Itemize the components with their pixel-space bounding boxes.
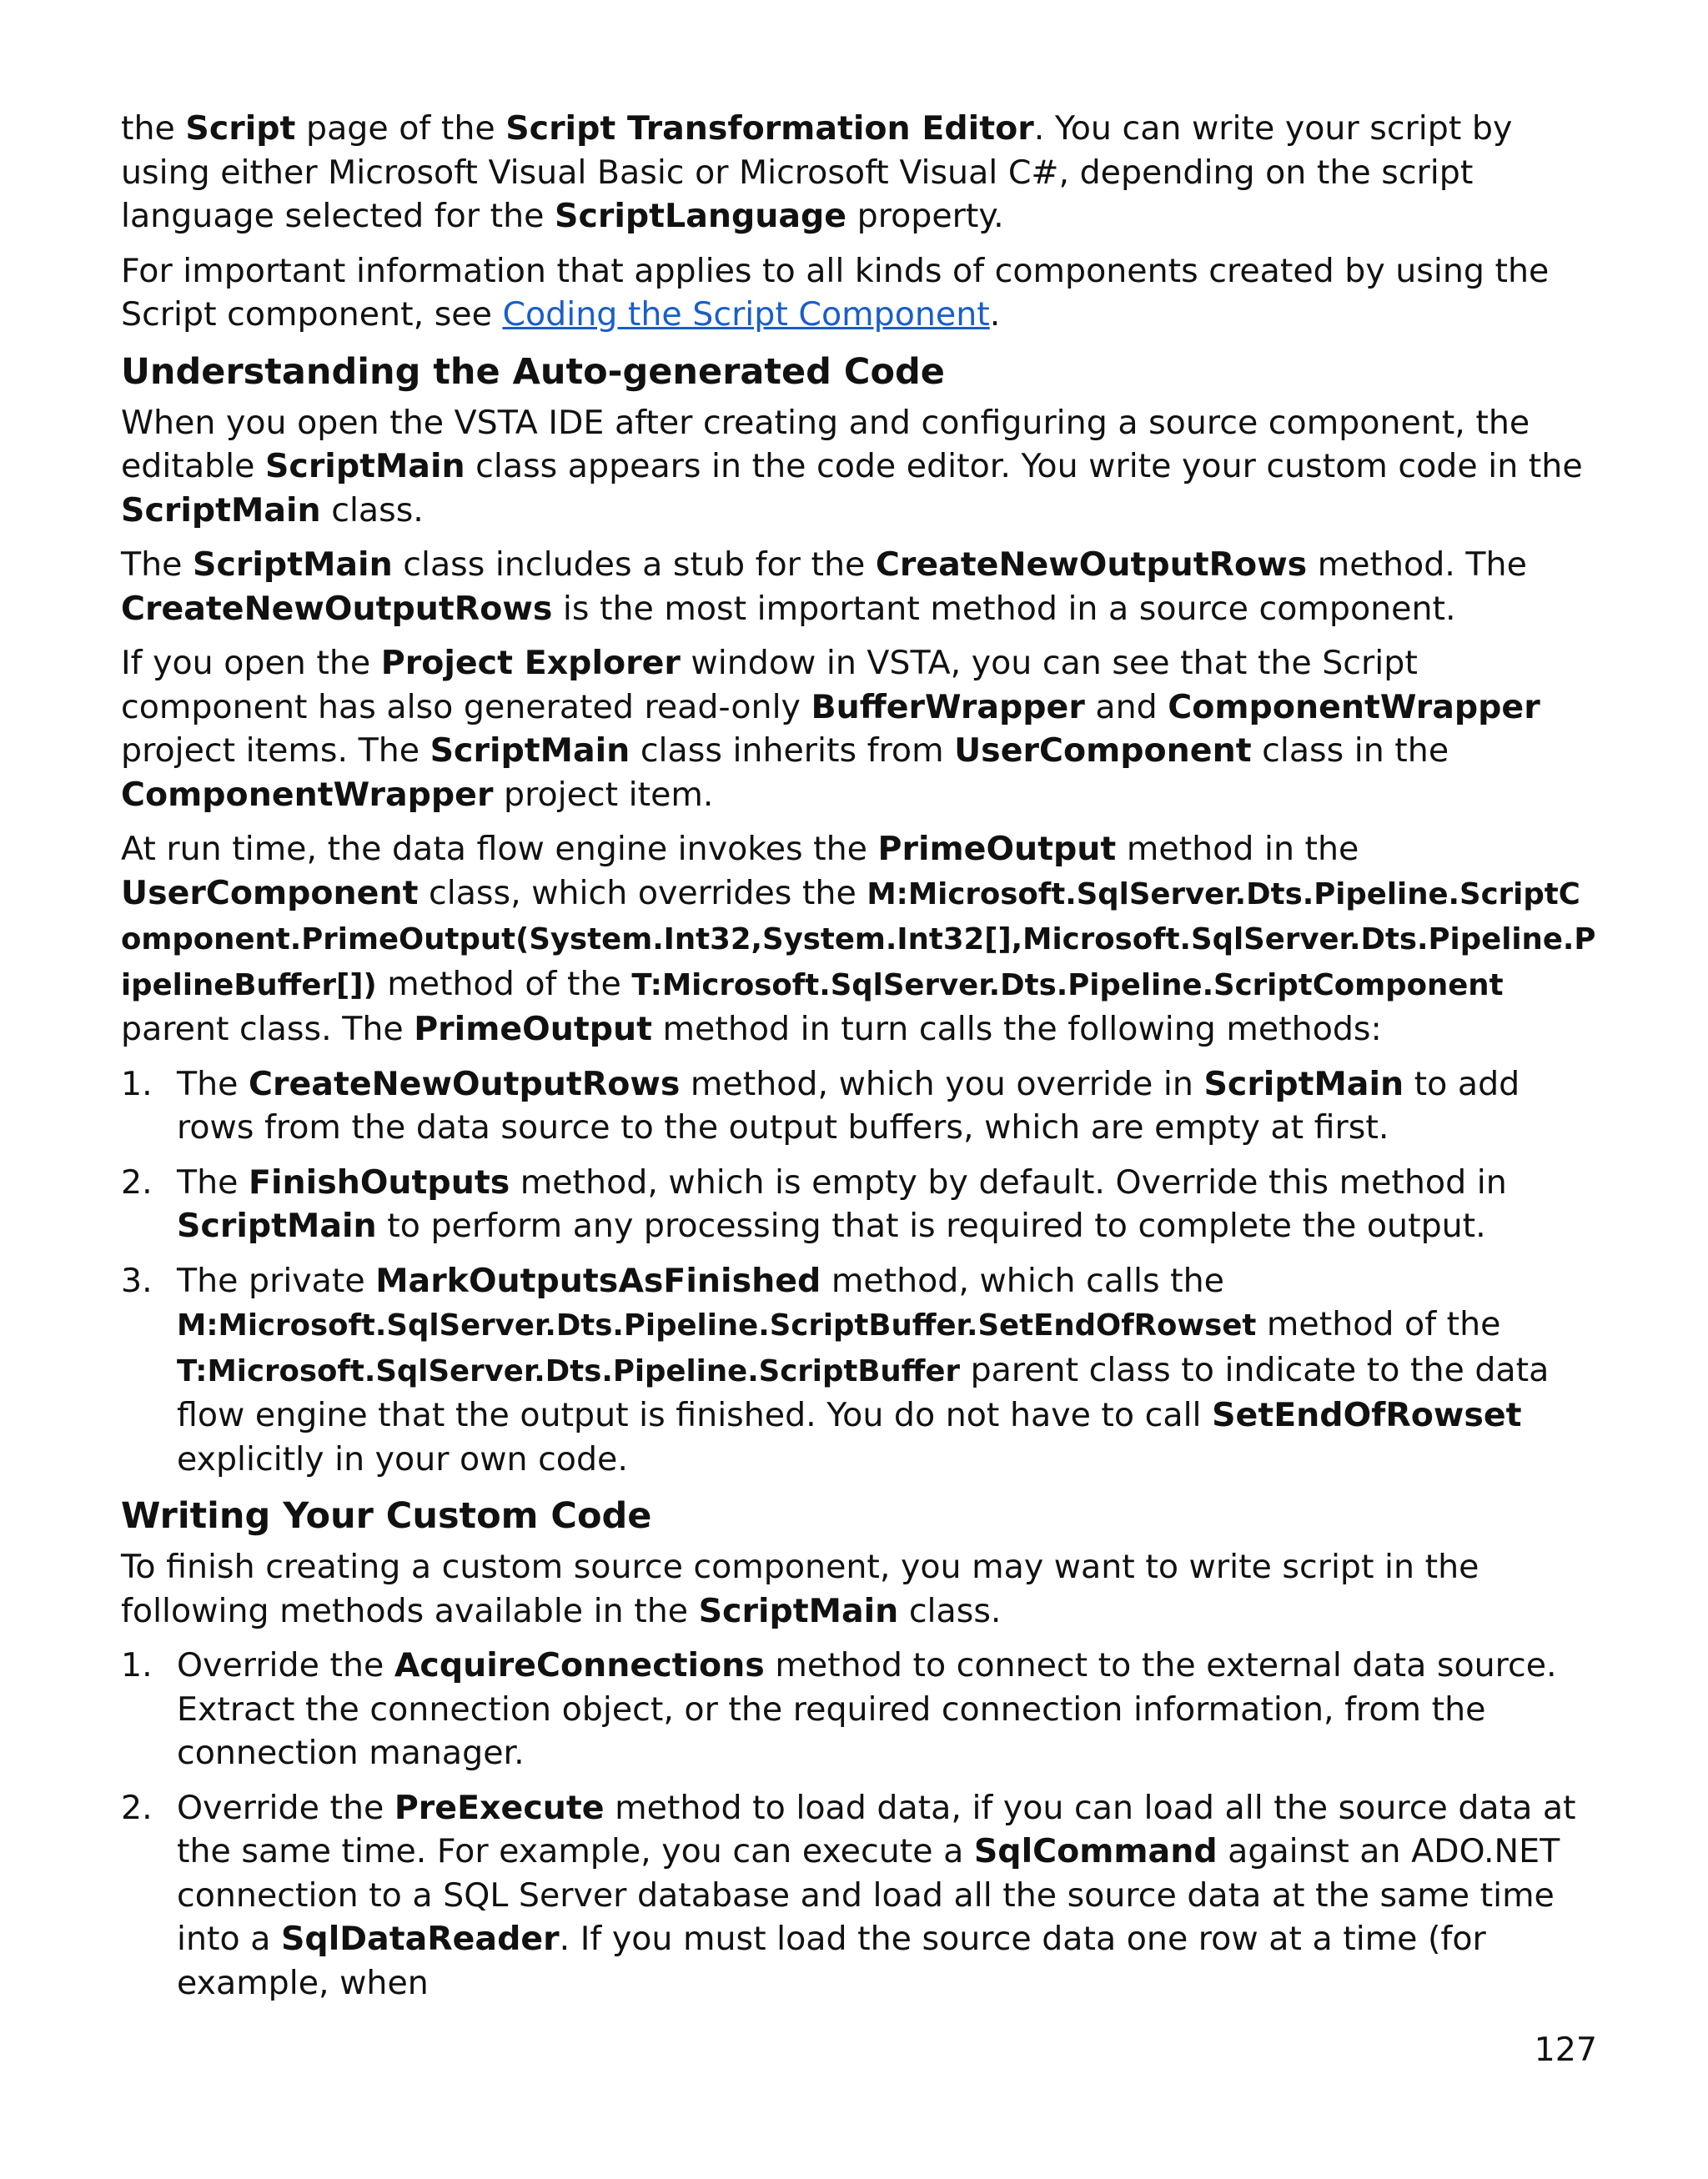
prime-output-method-list (121, 1062, 1597, 1482)
intro-paragraph-1: the Script page of the Script Transformation Editor. You can write your script by using either Microsoft Visual Basic or Microsoft Visual C#, depending on the script language selected for the ScriptLanguage property. (121, 109, 1513, 235)
custom-code-steps-list (121, 1644, 1597, 2005)
page-number: 127 (1534, 2031, 1597, 2069)
section-heading-custom-code: Writing Your Custom Code (121, 1495, 652, 1537)
list-item: 2. Override the PreExecute method to load data, if you can load all the source data at the same time. For example, you can execute a SqlCommand against an ADO.NET connection to a SQL Server database and load all the source data at the same time into a SqlDataReader. If you must load the source data one row at a time (for example, when (121, 1788, 1576, 2002)
list-item: 2. The FinishOutputs method, which is empty by default. Override this method in ScriptMain to perform any processing that is required to complete the output. (121, 1162, 1507, 1245)
intro-paragraph-2: For important information that applies to all kinds of components created by using the Script component, see Coding the Script Component. (121, 251, 1550, 334)
section2-paragraph-1: To finish creating a custom source component, you may want to write script in the following methods available in the ScriptMain class. (121, 1548, 1479, 1630)
section1-paragraph-4: At run time, the data flow engine invokes the PrimeOutput method in the UserComponent class, which overrides the M:Microsoft.SqlServer.Dts.Pipeline.ScriptComponent.PrimeOutput(System.Int32,System.Int32[],Microsoft.SqlServer.Dts.Pipeline.PipelineBuffer[]) method of the T:Microsoft.SqlServer.Dts.Pipeline.ScriptComponent parent class. The PrimeOutput method in turn calls the following methods: (121, 830, 1596, 1048)
prime-output-signature: M:Microsoft.SqlServer.Dts.Pipeline.ScriptComponent.PrimeOutput(System.Int32,System.Int32[],Microsoft.SqlServer.Dts.Pipeline.PipelineBuffer[]) (121, 876, 1596, 1002)
list-item: 1. Override the AcquireConnections method to connect to the external data source. Extract the connection object, or the required connection information, from the connection manager. (121, 1646, 1557, 1772)
list-item: 3. The private MarkOutputsAsFinished method, which calls the M:Microsoft.SqlServer.Dts.Pipeline.ScriptBuffer.SetEndOfRowset method of the T:Microsoft.SqlServer.Dts.Pipeline.ScriptBuffer parent class to indicate to the data flow engine that the output is finished. You do not have to call SetEndOfRowset explicitly in your own code. (121, 1261, 1550, 1479)
list-item: 1. The CreateNewOutputRows method, which you override in ScriptMain to add rows from the data source to the output buffers, which are empty at first. (121, 1064, 1520, 1147)
section-heading-auto-generated-code: Understanding the Auto-generated Code (121, 350, 945, 393)
script-component-type: T:Microsoft.SqlServer.Dts.Pipeline.ScriptComponent (631, 967, 1504, 1002)
section1-paragraph-2: The ScriptMain class includes a stub for the CreateNewOutputRows method. The CreateNewOutputRows is the most important method in a source component. (121, 545, 1527, 628)
set-end-of-rowset-signature: M:Microsoft.SqlServer.Dts.Pipeline.ScriptBuffer.SetEndOfRowset (177, 1308, 1257, 1343)
section1-paragraph-3: If you open the Project Explorer window in VSTA, you can see that the Script component has also generated read-only BufferWrapper and ComponentWrapper project items. The ScriptMain class inherits from UserComponent class in the ComponentWrapper project item. (121, 644, 1540, 814)
section1-paragraph-1: When you open the VSTA IDE after creating and configuring a source component, the editable ScriptMain class appears in the code editor. You write your custom code in the ScriptMain class. (121, 403, 1583, 530)
coding-script-component-link[interactable]: Coding the Script Component (502, 295, 990, 334)
document-page (121, 107, 1597, 2016)
script-buffer-type: T:Microsoft.SqlServer.Dts.Pipeline.ScriptBuffer (177, 1353, 961, 1388)
